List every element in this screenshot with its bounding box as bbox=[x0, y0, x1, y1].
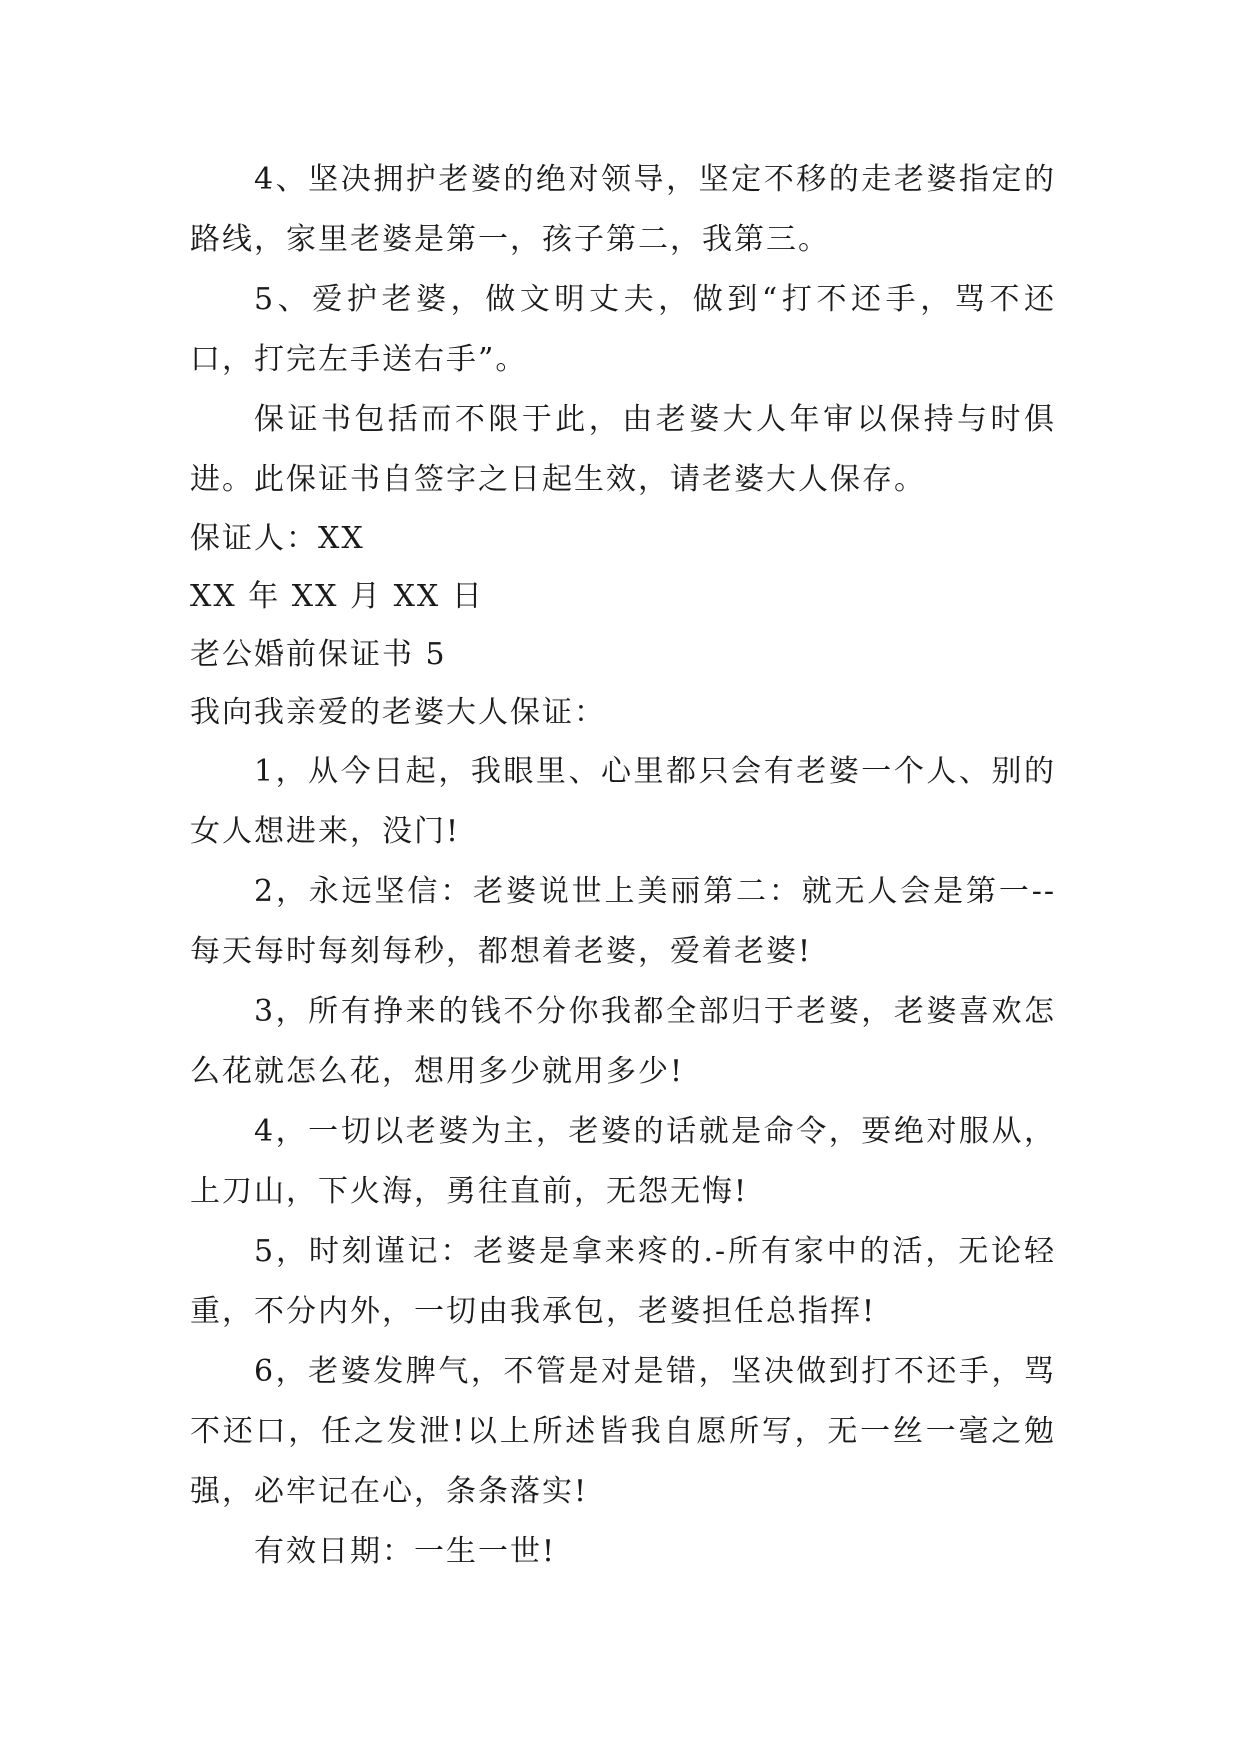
document-page bbox=[190, 150, 1056, 1582]
validity-line: 有效日期：一生一世! bbox=[254, 1534, 557, 1569]
pledge-item-5: 5，时刻谨记：老婆是拿来疼的.-所有家中的活，无论轻重，不分内外，一切由我承包，老婆担任总指挥! bbox=[190, 1234, 1056, 1329]
guarantor-line: 保证人：XX bbox=[190, 521, 365, 556]
pledge-item-3: 3，所有挣来的钱不分你我都全部归于老婆，老婆喜欢怎么花就怎么花，想用多少就用多少! bbox=[190, 994, 1056, 1089]
pledge-item-4: 4，一切以老婆为主，老婆的话就是命令，要绝对服从，上刀山，下火海，勇往直前，无怨无悔! bbox=[190, 1114, 1056, 1209]
paragraph-closing: 保证书包括而不限于此，由老婆大人年审以保持与时俱进。此保证书自签字之日起生效，请老婆大人保存。 bbox=[190, 402, 1056, 497]
paragraph-item-4: 4、坚决拥护老婆的绝对领导，坚定不移的走老婆指定的路线，家里老婆是第一，孩子第二，我第三。 bbox=[190, 162, 1056, 257]
section-title: 老公婚前保证书 5 bbox=[190, 637, 447, 672]
pledge-item-1: 1，从今日起，我眼里、心里都只会有老婆一个人、别的女人想进来，没门! bbox=[190, 754, 1056, 849]
paragraph-item-5: 5、爱护老婆，做文明丈夫，做到“打不还手，骂不还口，打完左手送右手”。 bbox=[190, 282, 1056, 377]
intro-line: 我向我亲爱的老婆大人保证： bbox=[190, 695, 606, 730]
pledge-item-2: 2，永远坚信：老婆说世上美丽第二：就无人会是第一--每天每时每刻每秒，都想着老婆，爱着老婆! bbox=[190, 874, 1056, 969]
pledge-item-6: 6，老婆发脾气，不管是对是错，坚决做到打不还手，骂不还口，任之发泄!以上所述皆我自愿所写，无一丝一毫之勉强，必牢记在心，条条落实! bbox=[190, 1354, 1056, 1509]
date-line: XX 年 XX 月 XX 日 bbox=[190, 579, 484, 614]
